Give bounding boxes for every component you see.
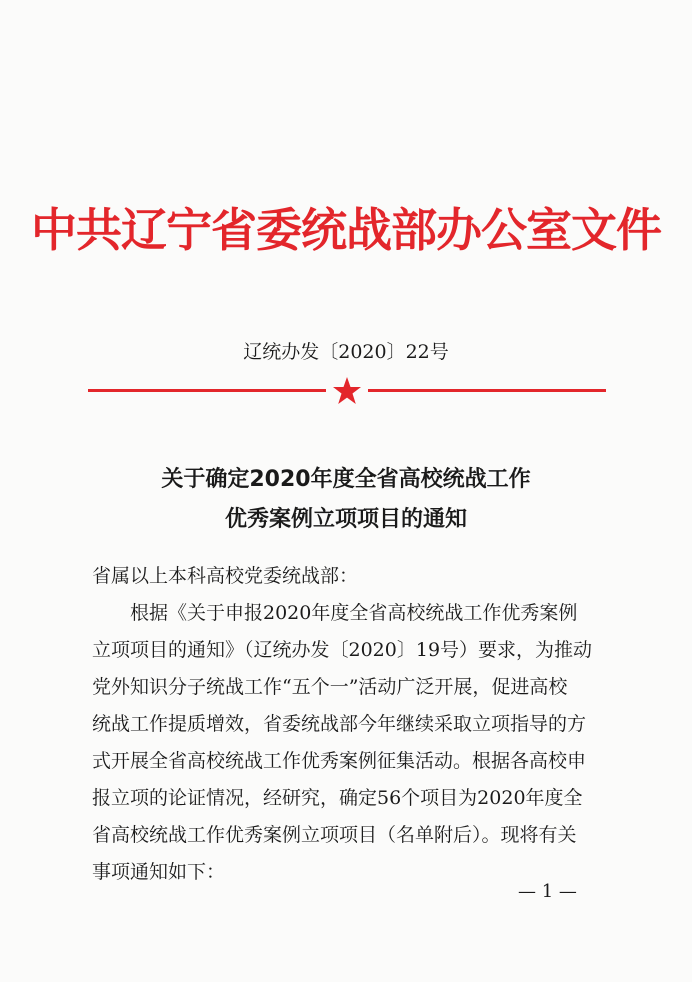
body-line: 党外知识分子统战工作“五个一”活动广泛开展，促进高校 [92,676,568,698]
body-line: 省高校统战工作优秀案例立项项目（名单附后）。现将有关 [92,824,577,846]
document-number: 辽统办发〔2020〕22号 [243,341,449,363]
masthead-title: 中共辽宁省委统战部办公室文件 [31,203,661,257]
notice-title-line-2: 优秀案例立项项目的通知 [224,507,467,532]
star-icon [332,376,362,406]
body-line: 式开展全省高校统战工作优秀案例征集活动。根据各高校申 [92,750,587,772]
body-line: 立项项目的通知》（辽统办发〔2020〕19号）要求，为推动 [92,639,593,661]
separator-line-right [368,389,606,392]
salutation: 省属以上本科高校党委统战部： [92,565,359,587]
body-line: 根据《关于申报2020年度全省高校统战工作优秀案例 [130,602,578,624]
red-separator [88,376,606,406]
separator-line-left [88,389,326,392]
body-line: 事项通知如下： [92,861,226,883]
body-line: 报立项的论证情况，经研究，确定56个项目为2020年度全 [92,787,583,809]
page-number: — 1 — [518,881,577,902]
notice-title-line-1: 关于确定2020年度全省高校统战工作 [161,467,531,492]
body-line: 统战工作提质增效，省委统战部今年继续采取立项指导的方 [92,713,587,735]
